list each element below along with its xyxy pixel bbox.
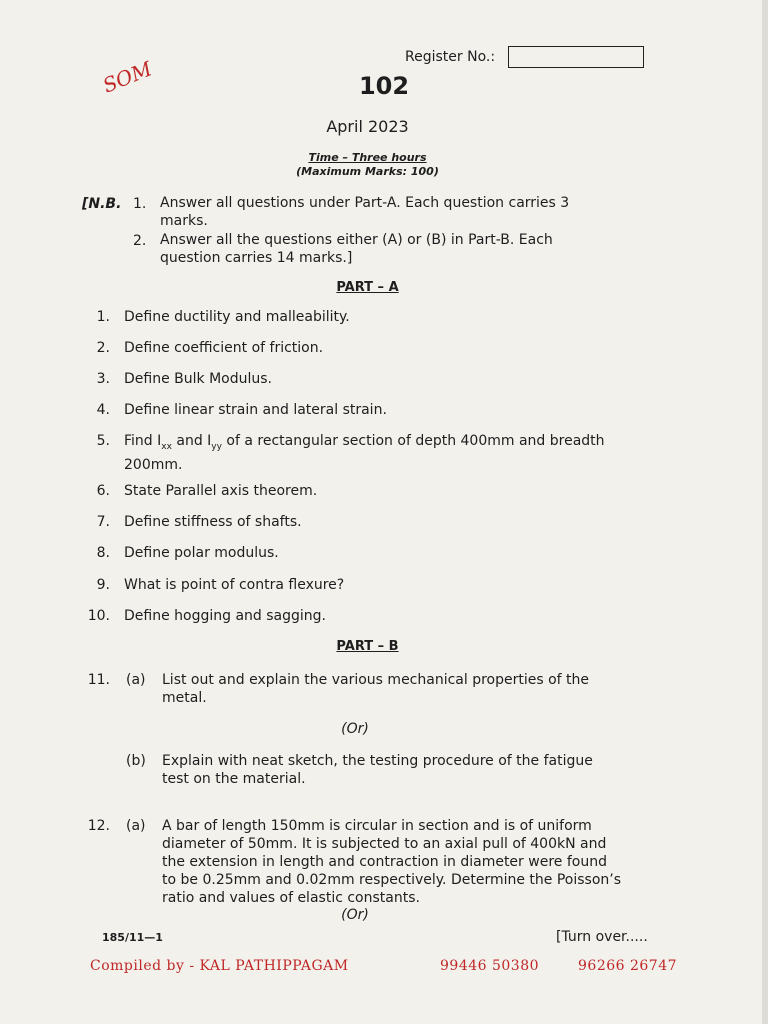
register-label: Register No.: [405,49,496,65]
question-number: 12. [87,818,110,834]
question-text: Define Bulk Modulus. [124,371,272,387]
exam-time: Time – Three hours [308,151,427,164]
paper-code: 102 [358,72,410,100]
or-separator: (Or) [341,721,369,737]
question-text: Explain with neat sketch, the testing procedure of the fatigue test on the material. [162,753,593,787]
option-label: (a) [126,672,146,688]
instruction-text: Answer all questions under Part-A. Each question carries 3 marks. [160,195,570,229]
question-text: Define linear strain and lateral strain. [124,402,387,418]
question-text: State Parallel axis theorem. [124,483,318,499]
part-a-heading: PART – A [336,280,399,295]
question-text: Define coefficient of friction. [124,340,324,356]
register-number-box [508,46,644,68]
nb-label: [N.B. [82,196,122,212]
question-text: List out and explain the various mechanical properties of the metal. [162,672,590,706]
turn-over-note: [Turn over..... [556,929,648,945]
question-text: Find $I_{xx}$ and $I_{yy}$ of a rectangular section of depth 400mm and breadth 200mm. [124,433,605,473]
question-number: 8. [96,545,110,561]
question-number: 10. [87,608,110,624]
question-number: 6. [96,483,110,499]
exam-month: April 2023 [326,117,409,136]
question-number: 11. [87,672,110,688]
question-text: What is point of contra flexure? [124,577,345,593]
question-text: Define hogging and sagging. [124,608,326,624]
question-number: 2. [96,340,110,356]
question-number: 4. [96,402,110,418]
option-label: (b) [126,753,146,769]
question-number: 9. [96,577,110,593]
handwritten-note: SOM [99,56,156,98]
question-text: Define polar modulus. [124,545,279,561]
part-b-heading: PART – B [336,639,399,654]
phone-number: 96266 26747 [578,958,678,974]
compiled-by: Compiled by - KAL PATHIPPAGAM [90,958,349,974]
question-number: 5. [96,433,110,449]
page-edge [762,0,768,1024]
option-label: (a) [126,818,146,834]
question-text: A bar of length 150mm is circular in section and is of uniform diameter of 50mm. It is subjected to an axial pull of 400kN and the extension in length and contraction in diameter were found to be 0.25mm and 0.02mm respectively. Determine the Poisson’s ratio and values of elastic constants. [162,818,622,906]
question-text: Define stiffness of shafts. [124,514,302,530]
question-text: Define ductility and malleability. [124,309,350,325]
instruction-number: 2. [133,233,147,249]
instruction-number: 1. [133,196,147,212]
question-number: 3. [96,371,110,387]
question-number: 7. [96,514,110,530]
footer-code: 185/11—1 [102,931,163,944]
question-number: 1. [96,309,110,325]
phone-number: 99446 50380 [440,958,540,974]
or-separator: (Or) [341,907,369,923]
instruction-text: Answer all the questions either (A) or (B) in Part-B. Each question carries 14 marks.] [160,232,553,266]
maximum-marks: (Maximum Marks: 100) [296,165,439,178]
